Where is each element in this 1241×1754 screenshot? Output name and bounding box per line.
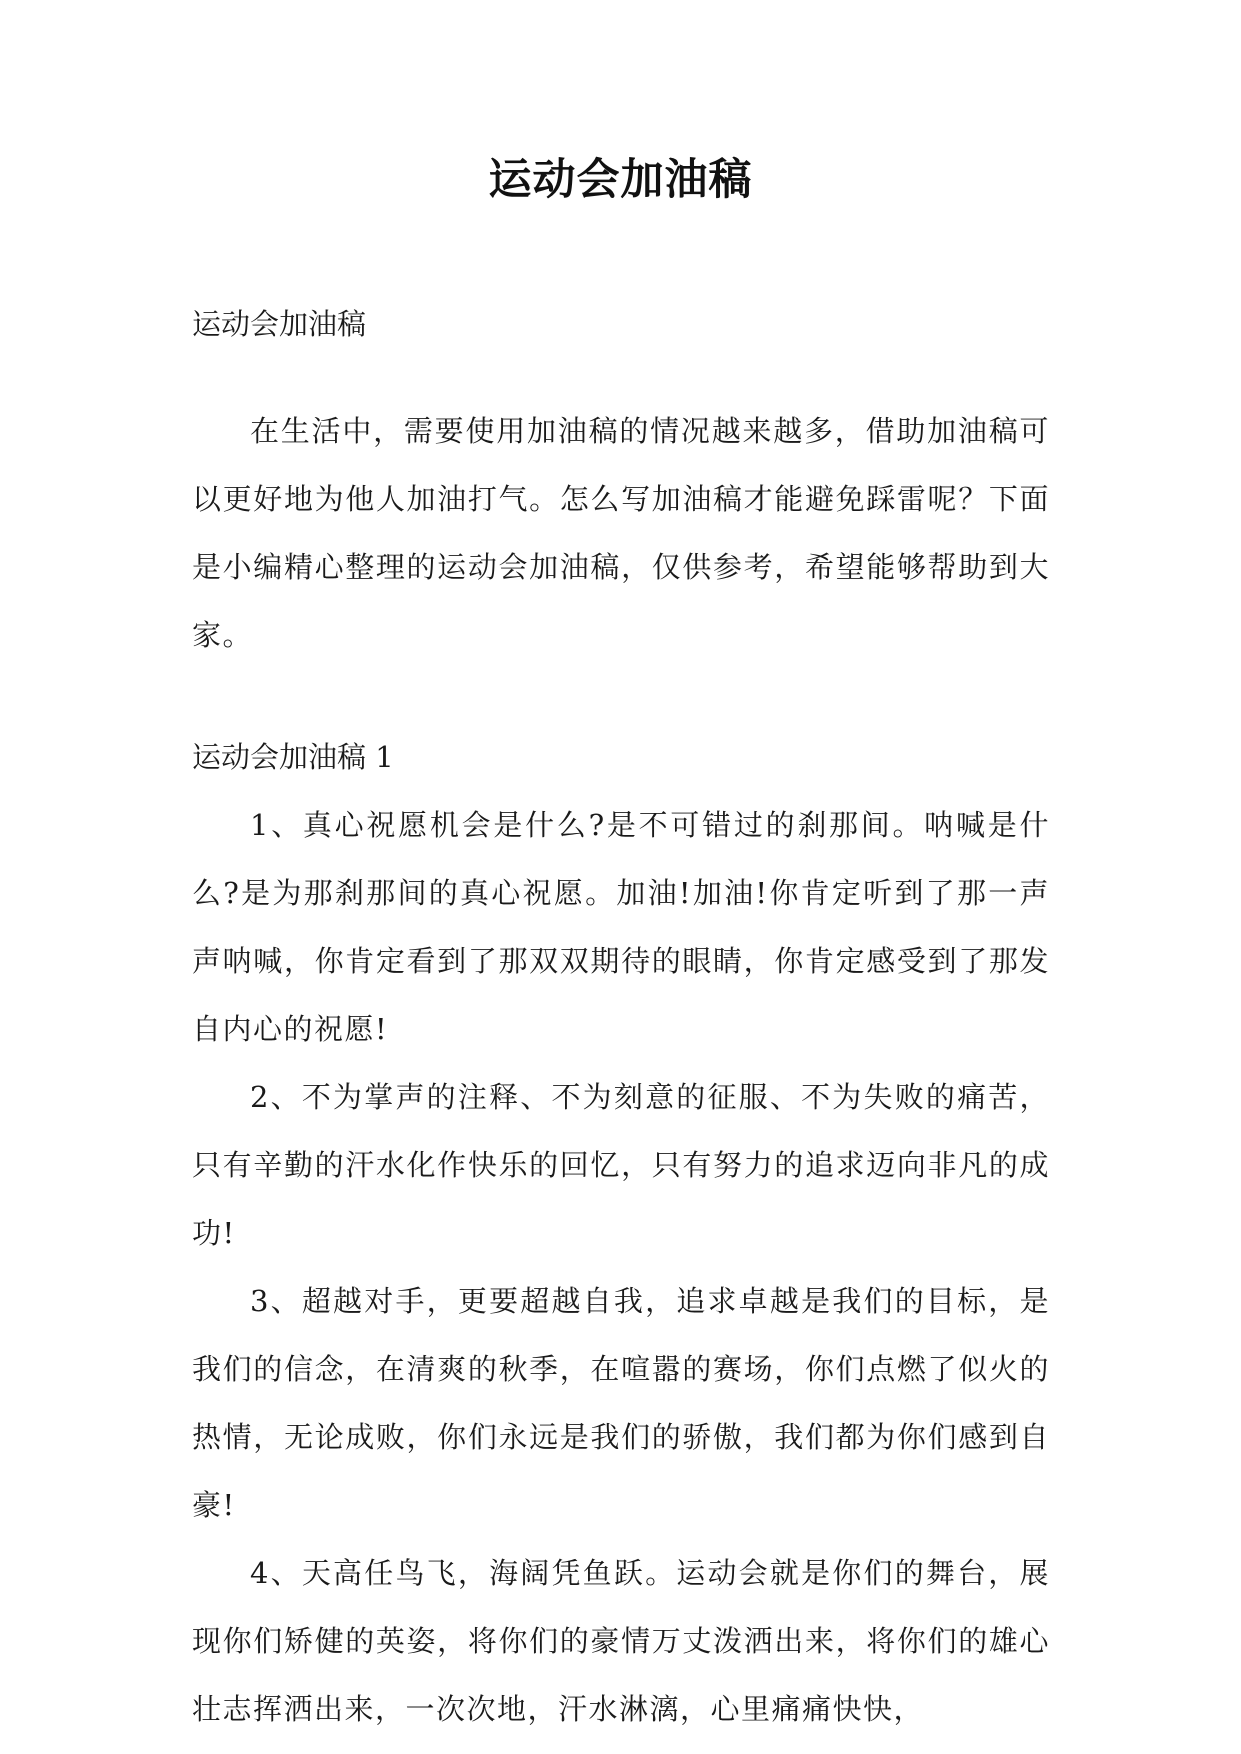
cheer-item-3: 3、超越对手，更要超越自我，追求卓越是我们的目标，是我们的信念，在清爽的秋季，在喧嚣的赛场，你们点燃了似火的热情，无论成败，你们永远是我们的骄傲，我们都为你们感到自豪! [192, 1284, 1050, 1522]
cheer-item-1: 1、真心祝愿机会是什么?是不可错过的刹那间。呐喊是什么?是为那刹那间的真心祝愿。加油!加油!你肯定听到了那一声声呐喊，你肯定看到了那双双期待的眼睛，你肯定感受到了那发自内心的祝愿! [192, 808, 1050, 1046]
cheer-item-2: 2、不为掌声的注释、不为刻意的征服、不为失败的痛苦，只有辛勤的汗水化作快乐的回忆，只有努力的追求迈向非凡的成功! [192, 1080, 1050, 1250]
intro-paragraph: 在生活中，需要使用加油稿的情况越来越多，借助加油稿可以更好地为他人加油打气。怎么写加油稿才能避免踩雷呢？下面是小编精心整理的运动会加油稿，仅供参考，希望能够帮助到大家。 [192, 414, 1050, 652]
document-subtitle: 运动会加油稿 [192, 307, 367, 341]
section-title: 运动会加油稿 1 [192, 740, 394, 774]
document-body [192, 290, 1050, 1743]
document-title: 运动会加油稿 [488, 155, 753, 205]
cheer-item-4: 4、天高任鸟飞，海阔凭鱼跃。运动会就是你们的舞台，展现你们矫健的英姿，将你们的豪情万丈泼洒出来，将你们的雄心壮志挥洒出来，一次次地，汗水淋漓，心里痛痛快快， [192, 1556, 1050, 1726]
